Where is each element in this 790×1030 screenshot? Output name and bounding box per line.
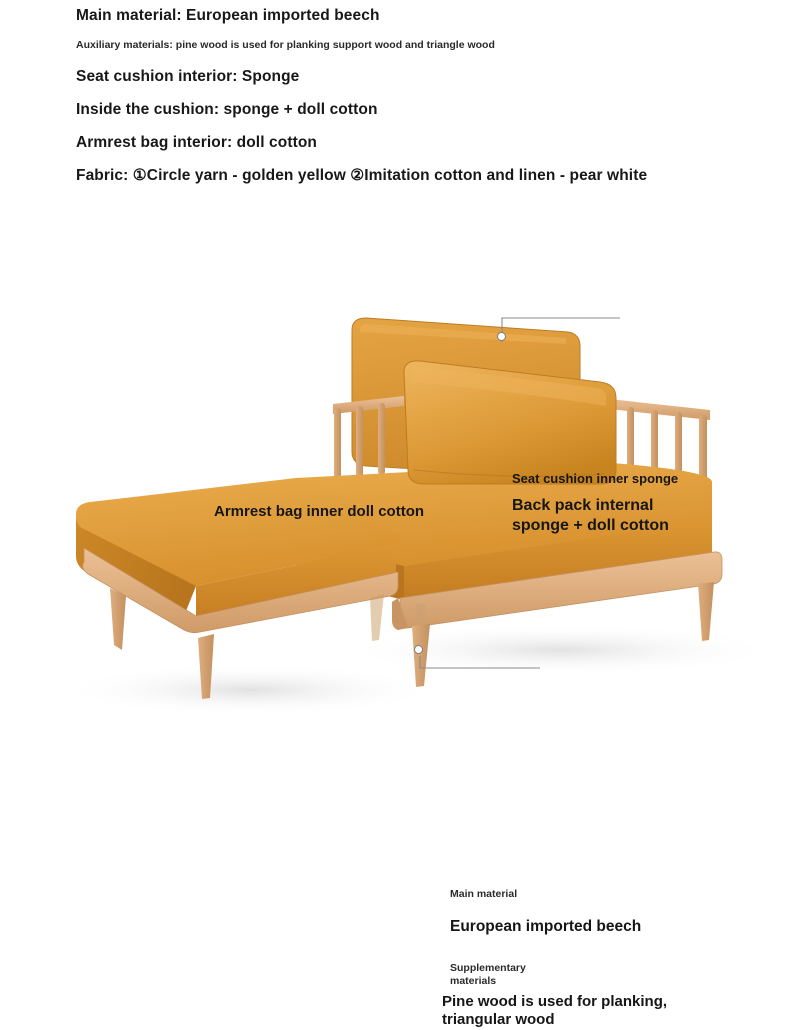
spec-line-fabric: Fabric: ①Circle yarn - golden yellow ②Imitation cotton and linen - pear white: [76, 167, 648, 185]
callout-back-pack-line1: Back pack internal: [512, 497, 654, 514]
callout-supplementary-value-line2: triangular wood: [442, 1011, 555, 1029]
callout-main-material-value: European imported beech: [450, 918, 642, 935]
callout-armrest-bag: Armrest bag inner doll cotton: [214, 503, 425, 520]
spec-line-armrest-bag: Armrest bag interior: doll cotton: [76, 134, 317, 152]
spec-line-main-material: Main material: European imported beech: [76, 7, 380, 24]
illustration-callouts: [0, 225, 790, 1029]
callout-supplementary-label: [450, 962, 526, 988]
marker-dot-seat-cushion: [497, 332, 506, 341]
callout-supplementary-label-line2: materials: [450, 974, 497, 987]
callout-main-material-label: Main material: [450, 888, 518, 900]
callout-supplementary-label-line1: Supplementary: [450, 962, 526, 974]
callout-seat-cushion-sponge: Seat cushion inner sponge: [512, 471, 679, 486]
spec-line-inside-cushion: Inside the cushion: sponge + doll cotton: [76, 100, 378, 118]
callout-supplementary-value-line1: Pine wood is used for planking,: [442, 993, 668, 1010]
marker-dot-main-material: [414, 645, 423, 654]
callout-back-pack-line2: sponge + doll cotton: [512, 516, 669, 534]
spec-line-seat-cushion: Seat cushion interior: Sponge: [76, 67, 300, 85]
spec-line-auxiliary-materials: Auxiliary materials: pine wood is used for planking support wood and triangle wood: [76, 39, 495, 52]
callout-supplementary-value: [442, 993, 667, 1030]
callout-back-pack: [512, 496, 669, 535]
